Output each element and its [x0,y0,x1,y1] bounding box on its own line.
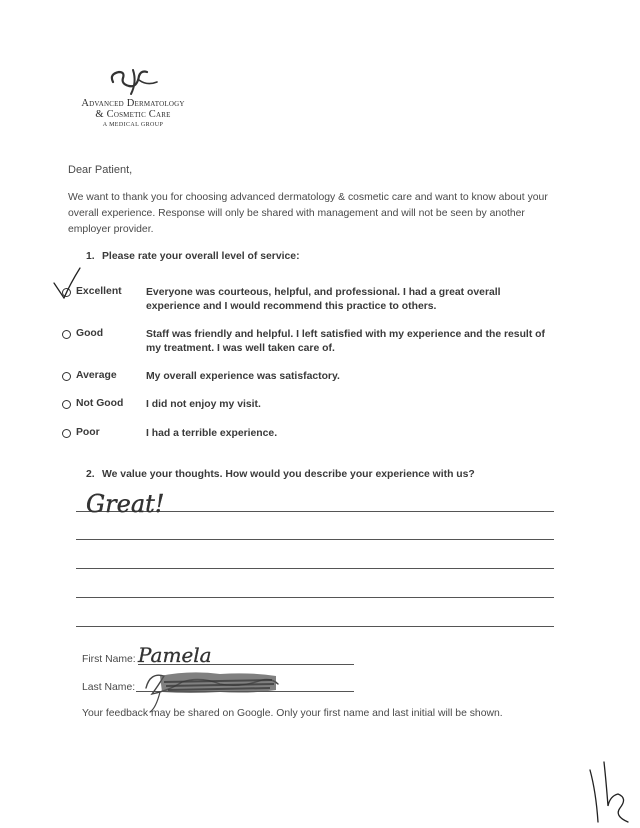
first-name-label: First Name: [82,654,136,665]
answer-line-2[interactable] [76,539,554,540]
option-description: I did not enjoy my visit. [146,399,261,410]
redacted-last-name [146,672,278,712]
logo-line-2: & Cosmetic Care [95,109,171,120]
answer-line-3[interactable] [76,568,554,569]
greeting: Dear Patient, [68,164,133,176]
option-label: Good [76,328,104,339]
handwritten-first-name: Pamela [138,643,212,667]
option-label: Poor [76,427,100,438]
question-1-text: Please rate your overall level of service: [102,251,300,262]
first-name-field[interactable] [138,664,354,665]
logo-line-1: Advanced Dermatology [81,98,185,109]
option-label: Average [76,370,117,381]
answer-line-4[interactable] [76,597,554,598]
radio-poor[interactable] [62,429,71,438]
question-2-text: We value your thoughts. How would you describe your experience with us? [102,469,475,480]
answer-line-1[interactable] [76,511,554,512]
radio-not-good[interactable] [62,400,71,409]
question-1-number: 1. [86,251,95,262]
option-description: Everyone was courteous, helpful, and professional. I had a great overall experience and I would recommend this practice to others. [146,287,501,312]
option-description: I had a terrible experience. [146,428,278,439]
question-2-title [86,469,475,480]
logo-subline: A MEDICAL GROUP [102,122,164,128]
company-logo [68,66,198,128]
last-name-label: Last Name: [82,682,136,693]
option-label: Not Good [76,398,124,409]
option-description: My overall experience was satisfactory. [146,371,340,382]
last-name-field[interactable] [136,691,354,692]
option-description: Staff was friendly and helpful. I left satisfied with my experience and the result of my treatment. I was well taken care of. [146,329,545,354]
intro-paragraph: We want to thank you for choosing advanced dermatology & cosmetic care and want to know about your overall experience. Response will only be shared with management and will not be seen by another employer provider. [68,192,548,235]
radio-good[interactable] [62,330,71,339]
radio-excellent[interactable] [62,288,71,297]
initials-mark-icon [590,762,628,822]
footer-note: Your feedback may be shared on Google. Only your first name and last initial will be shown. [82,708,503,719]
radio-average[interactable] [62,372,71,381]
question-2-number: 2. [86,469,95,480]
handwritten-answer: Great! [86,490,165,518]
answer-line-5[interactable] [76,626,554,627]
logo-mark-icon [103,66,163,98]
option-label: Excellent [76,286,122,297]
question-1-title [86,251,300,262]
